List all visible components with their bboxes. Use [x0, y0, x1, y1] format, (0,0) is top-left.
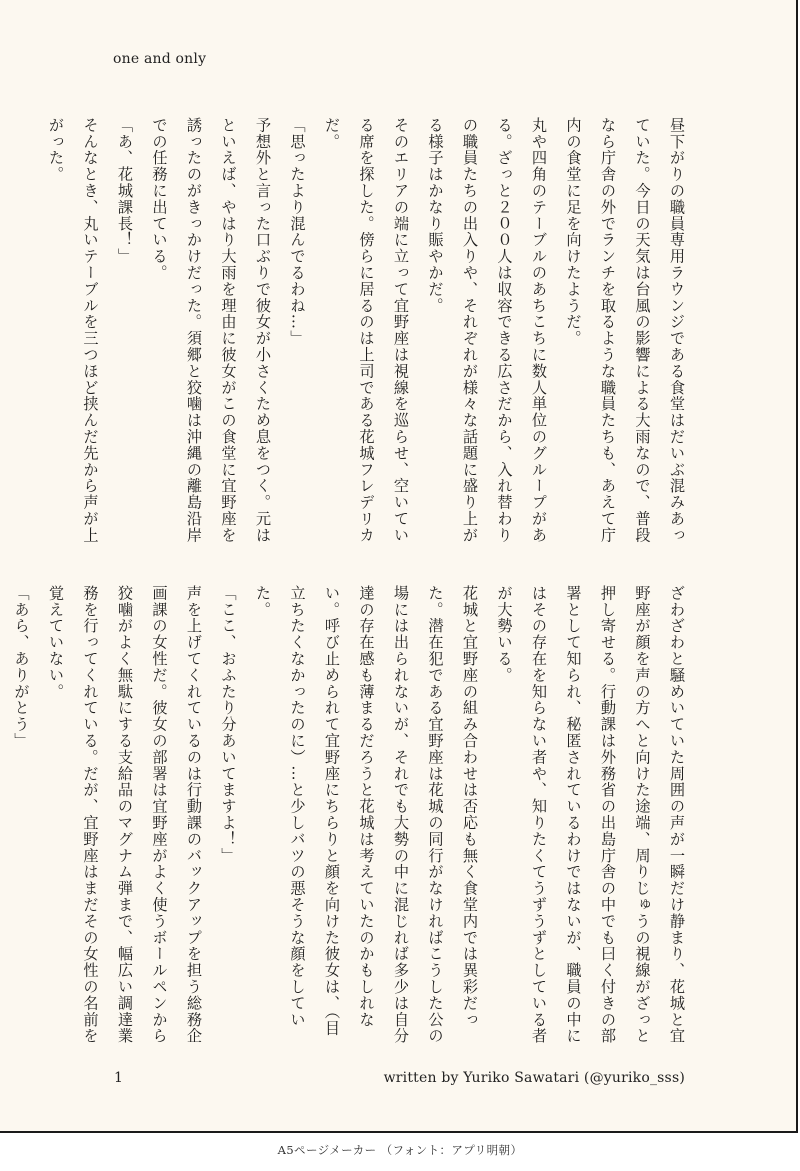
dialogue-line: 「思ったより混んでるわね…」: [288, 117, 307, 347]
author-credit: written by Yuriko Sawatari (@yuriko_sss): [383, 1070, 685, 1086]
generator-caption: A5ページメーカー （フォント：アプリ明朝）: [277, 1143, 523, 1157]
paragraph: 声を上げてくれているのは行動課のバックアップを担う総務企画課の女性だ。彼女の部署は宜野座がよく使うボールペンから狡噛がよく無駄にする支給品のマグナム弾まで、幅広い調達業務を行ってくれている。だが、宜野座はまだその女性の名前を覚えていない。: [47, 585, 203, 1045]
dialogue-line: 「あ、花城課長！」: [116, 117, 134, 265]
paragraph: 丸や四角のテーブルのあちこちに数人単位のグループがある。ざっと２００人は収容できる広さだから、入れ替わりの職員たちの出入りや、それぞれが様々な話題に盛り上がる様子はかなり賑やかだ。: [426, 117, 548, 544]
paragraph: 予想外と言った口ぶりで彼女が小さくため息をつく。元はといえば、やはり大雨を理由に彼女がこの食堂に宜野座を誘ったのがきっかけだった。須郷と狡噛は沖縄の離島沿岸での任務に出ている。: [150, 117, 272, 544]
paragraph: ざわざわと騒めいていた周囲の声が一瞬だけ静まり、花城と宜野座が顔を声の方へと向けた途端、周りじゅうの視線がざっと押し寄せる。行動課は外務省の出島庁舎の中でも曰く付きの部署として知られ、秘匿されているわけではないが、職員の中にはその存在を知らない者や、知りたくてうずうずとしている者が大勢いる。: [495, 585, 686, 1045]
page-number: 1: [114, 1070, 123, 1086]
lower-text-block: [12, 585, 694, 1045]
dialogue-line: 「ここ、おふたり分あいてますよ！」: [219, 585, 238, 864]
paragraph: そのエリアの端に立って宜野座は視線を巡らせ、空いている席を探した。傍らに居るのは上司である花城フレデリカだ。: [323, 117, 410, 544]
dialogue-line: 「あら、ありがとう」: [12, 585, 31, 749]
paragraph: そんなとき、丸いテーブルを三つほど挟んだ先から声が上がった。: [47, 117, 100, 544]
paragraph: 昼下がりの職員専用ラウンジである食堂はだいぶ混みあっていた。今日の天気は台風の影響による大雨なので、普段なら庁舎の外でランチを取るような職員たちも、あえて庁内の食堂に足を向けたようだ。: [564, 117, 686, 544]
running-title: one and only: [113, 51, 207, 67]
upper-text-block: [47, 117, 694, 557]
paragraph: 花城と宜野座の組み合わせは否応も無く食堂内では異彩だった。潜在犯である宜野座は花城の同行がなければこうした公の場には出られないが、それでも大勢の中に混じれば多少は自分達の存在感も薄まるだろうと花城は考えていたのかもしれない。呼び止められて宜野座にちらりと顔を向けた彼女は、（目立ちたくなかったのに）…と少しバツの悪そうな顔をしていた。: [254, 585, 479, 1045]
